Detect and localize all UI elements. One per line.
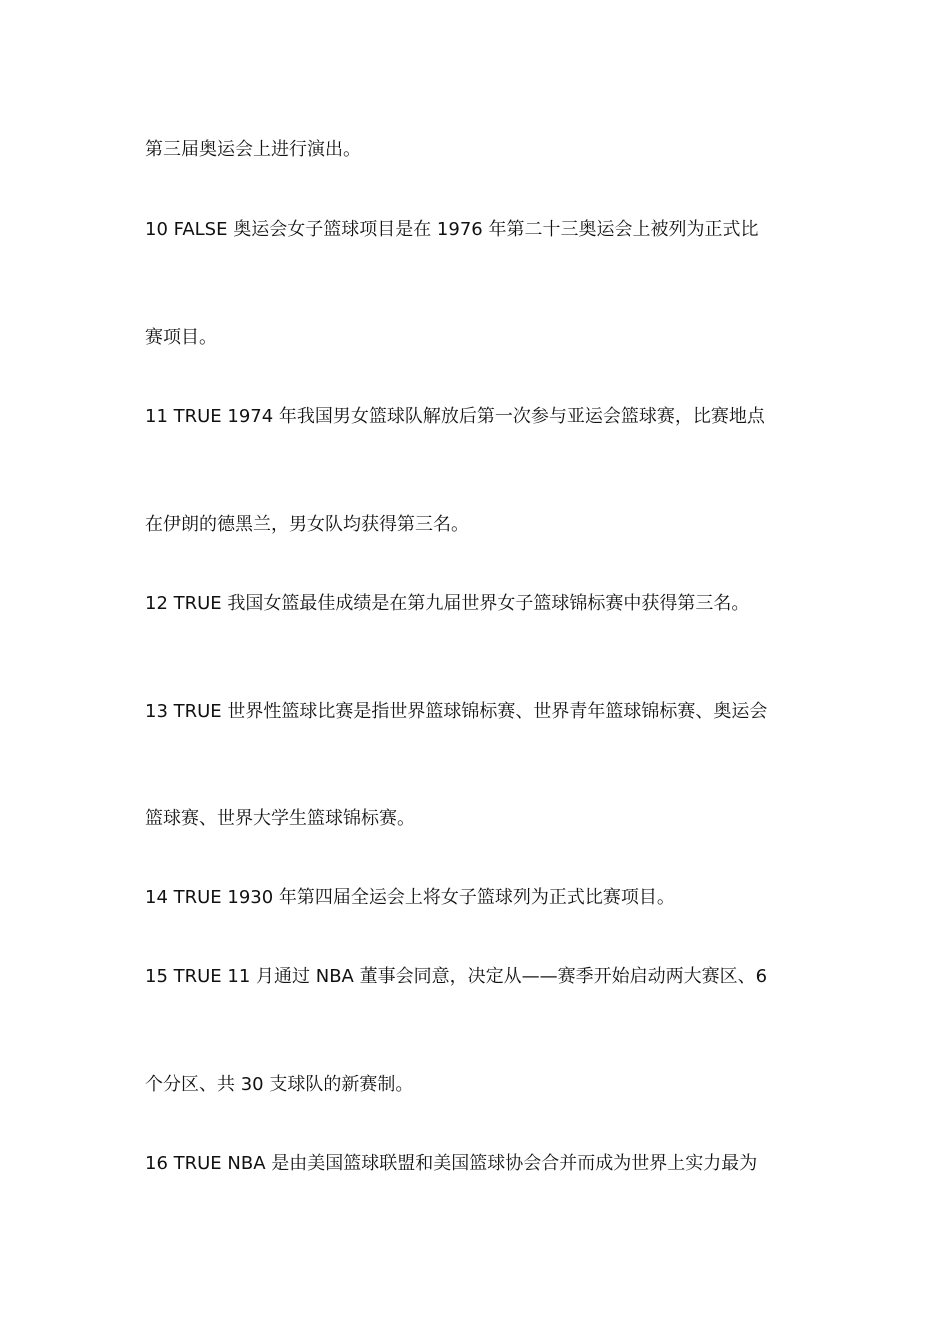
text-line: 12 TRUE 我国女篮最佳成绩是在第九届世界女子篮球锦标赛中获得第三名。 xyxy=(145,593,750,614)
text-line: 14 TRUE 1930 年第四届全运会上将女子篮球列为正式比赛项目。 xyxy=(145,887,675,908)
text-line: 在伊朗的德黑兰，男女队均获得第三名。 xyxy=(145,514,469,535)
text-line: 个分区、共 30 支球队的新赛制。 xyxy=(145,1074,414,1095)
text-line: 赛项目。 xyxy=(145,327,217,348)
text-line: 16 TRUE NBA 是由美国篮球联盟和美国篮球协会合并而成为世界上实力最为 xyxy=(145,1153,758,1174)
text-line: 第三届奥运会上进行演出。 xyxy=(145,139,361,160)
text-line: 15 TRUE 11 月通过 NBA 董事会同意，决定从——赛季开始启动两大赛区、6 xyxy=(145,966,768,987)
text-line: 13 TRUE 世界性篮球比赛是指世界篮球锦标赛、世界青年篮球锦标赛、奥运会 xyxy=(145,701,768,722)
text-line: 11 TRUE 1974 年我国男女篮球队解放后第一次参与亚运会篮球赛，比赛地点 xyxy=(145,406,765,427)
text-line: 篮球赛、世界大学生篮球锦标赛。 xyxy=(145,808,415,829)
text-line: 10 FALSE 奥运会女子篮球项目是在 1976 年第二十三奥运会上被列为正式比 xyxy=(145,219,759,240)
